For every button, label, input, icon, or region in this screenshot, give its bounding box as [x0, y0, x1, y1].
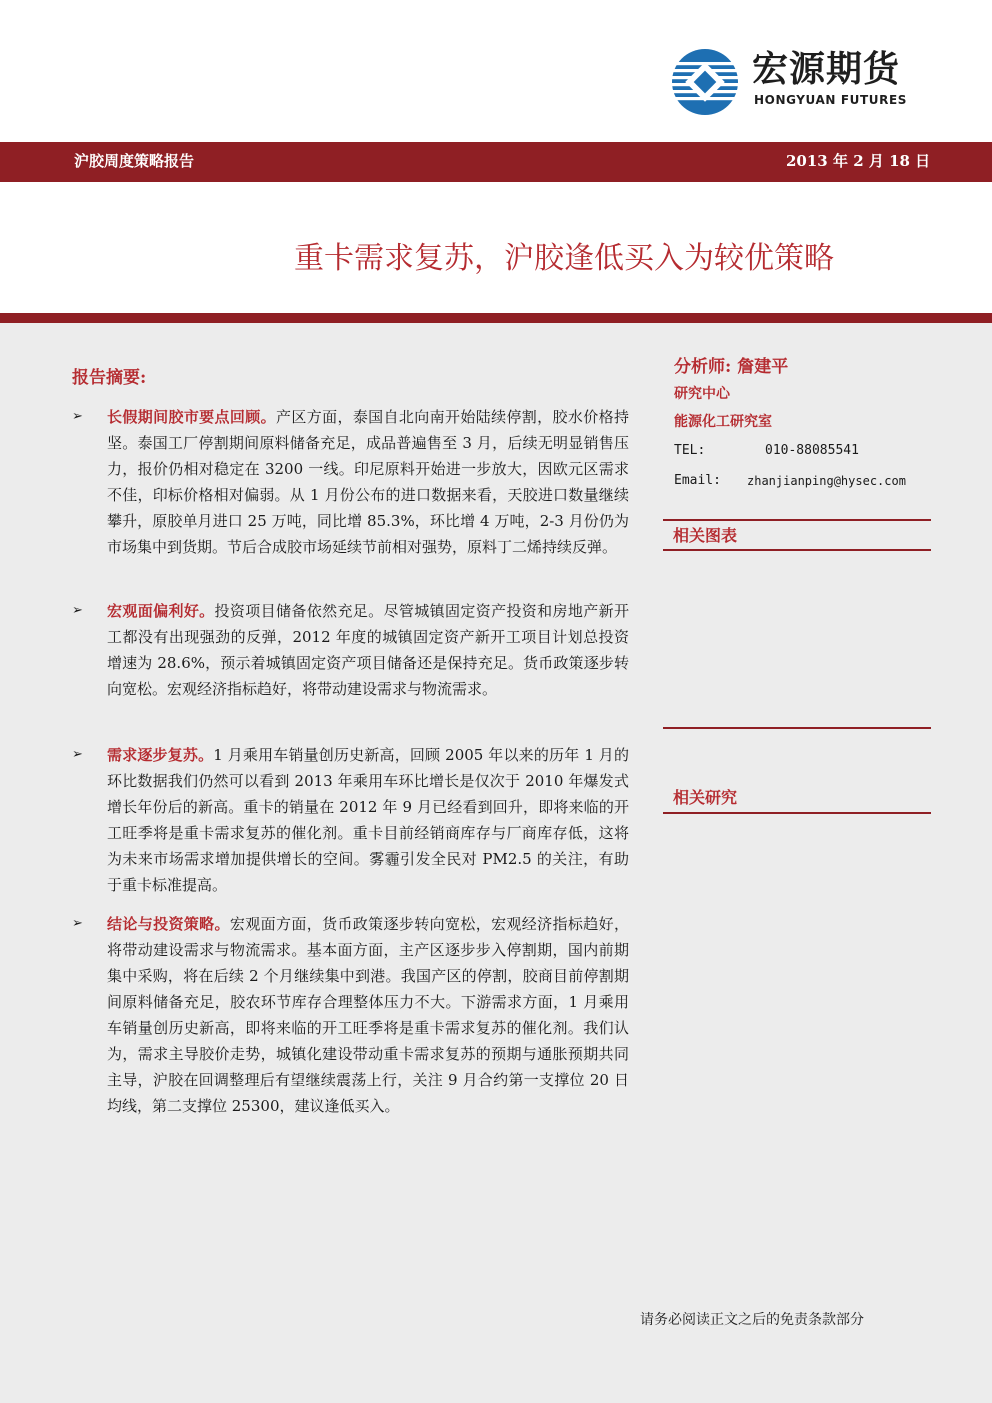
- bullet-arrow-icon: ➢: [72, 747, 83, 762]
- title-divider-band: [0, 313, 992, 323]
- related-charts-heading: 相关图表: [673, 526, 738, 545]
- summary-point: [107, 742, 629, 898]
- summary-point-text: 1 月乘用车销量创历史新高，回顾 2005 年以来的历年 1 月的环比数据我们仍然可以看到 2013 年乘用车环比增长是仅次于 2010 年爆发式增长年份后的新高。重卡的销量在 2012 年 9 月已经看到回升，即将来临的开工旺季将是重卡需求复苏的催化剂。重卡目前经销商库存与厂商库存低，这将为未来市场需求增加提供增长的空间。雾霾引发全民对 PM2.5 的关注，有助于重卡标准提高。: [107, 746, 629, 894]
- department: 研究中心: [674, 386, 730, 402]
- tel-value: 010-88085541: [765, 443, 859, 458]
- related-research-heading: 相关研究: [673, 788, 738, 807]
- tel-label: TEL:: [674, 443, 706, 458]
- hongyuan-logo-icon: [672, 49, 738, 115]
- bullet-arrow-icon: ➢: [72, 603, 83, 618]
- brand-name-en: HONGYUAN FUTURES: [754, 93, 907, 107]
- section-divider: [663, 812, 931, 814]
- summary-point-text: 产区方面，泰国自北向南开始陆续停割，胶水价格持坚。泰国工厂停割期间原料储备充足，成品普遍售至 3 月，后续无明显销售压力，报价仍相对稳定在 3200 一线。印尼原料开始进一步放大，因欧元区需求不佳，印标价格相对偏弱。从 1 月份公布的进口数据来看，天胶进口数量继续攀升，原胶单月进口 25 万吨，同比增 85.3%，环比增 4 万吨，2-3 月份仍为市场集中到货期。节后合成胶市场延续节前相对强势，原料丁二烯持续反弹。: [107, 408, 629, 556]
- bullet-arrow-icon: ➢: [72, 409, 83, 424]
- section-divider: [663, 549, 931, 551]
- summary-point: [107, 404, 629, 560]
- summary-point-text: 宏观面方面，货币政策逐步转向宽松，宏观经济指标趋好，将带动建设需求与物流需求。基本面方面，主产区逐步步入停割期，国内前期集中采购，将在后续 2 个月继续集中到港。我国产区的停割，胶商目前停割期间原料储备充足，胶农环节库存合理整体压力不大。下游需求方面，1 月乘用车销量创历史新高，即将来临的开工旺季将是重卡需求复苏的催化剂。我们认为，需求主导胶价走势，城镇化建设带动重卡需求复苏的预期与通胀预期共同主导，沪胶在回调整理后有望继续震荡上行，关注 9 月合约第一支撑位 20 日均线，第二支撑位 25300，建议逢低买入。: [107, 915, 629, 1115]
- summary-point-lead: 结论与投资策略。: [107, 915, 230, 933]
- summary-point-lead: 长假期间胶市要点回顾。: [107, 408, 276, 426]
- email-link[interactable]: zhanjianping@hysec.com: [747, 474, 906, 488]
- summary-point: [107, 598, 629, 702]
- analyst-name: 分析师: 詹建平: [674, 357, 789, 377]
- bullet-arrow-icon: ➢: [72, 916, 83, 931]
- page-title: 重卡需求复苏，沪胶逢低买入为较优策略: [294, 241, 834, 276]
- summary-heading: 报告摘要:: [72, 368, 147, 388]
- summary-point-lead: 需求逐步复苏。: [107, 746, 214, 764]
- report-date: 2013 年 2 月 18 日: [786, 152, 931, 170]
- brand-name-cn: 宏源期货: [752, 49, 901, 90]
- summary-point: [107, 911, 629, 1119]
- division: 能源化工研究室: [674, 414, 772, 430]
- section-divider: [663, 519, 931, 521]
- summary-point-text: 投资项目储备依然充足。尽管城镇固定资产投资和房地产新开工都没有出现强劲的反弹，2012 年度的城镇固定资产新开工项目计划总投资增速为 28.6%，预示着城镇固定资产项目储备还是保持充足。货币政策逐步转向宽松。宏观经济指标趋好，将带动建设需求与物流需求。: [107, 602, 629, 698]
- section-divider: [663, 727, 931, 729]
- disclaimer-note: 请务必阅读正文之后的免责条款部分: [640, 1312, 864, 1328]
- report-type: 沪胶周度策略报告: [74, 152, 195, 170]
- summary-point-lead: 宏观面偏利好。: [107, 602, 215, 620]
- email-label: Email:: [674, 473, 721, 488]
